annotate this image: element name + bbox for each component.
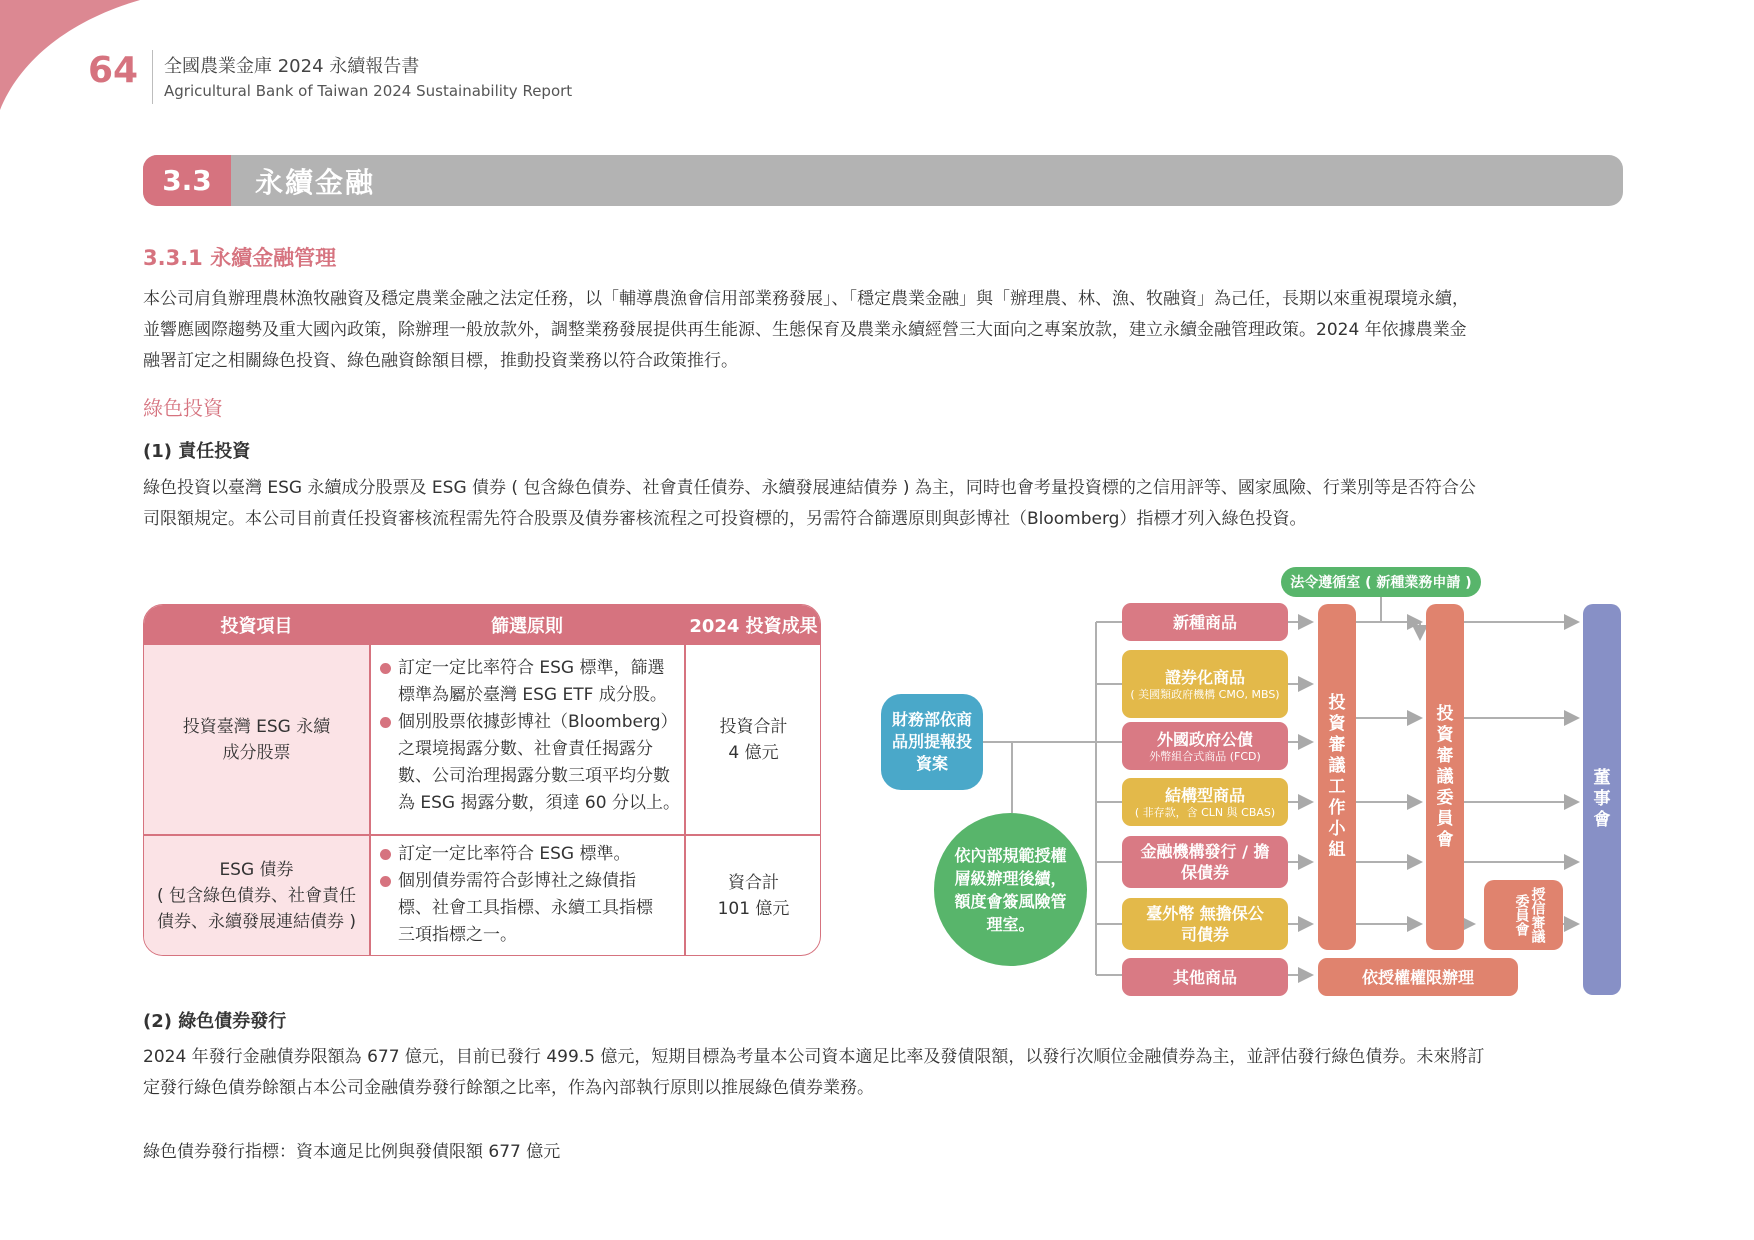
paragraph-line: 2024 年發行金融債券限額為 677 億元，目前已發行 499.5 億元，短期目標為考量本公司資本適足比率及發債限額，以發行次順位金融債券為主，並評估發行綠色債券。未來將訂 bbox=[143, 1047, 1485, 1067]
criteria-bullet: 個別債券需符合彭博社之綠債指 標、社會工具指標、永續工具指標 三項指標之一。 bbox=[380, 868, 680, 949]
intro-line: 本公司肩負辦理農林漁牧融資及穩定農業金融之法定任務，以「輔導農漁會信用部業務發展」、「穩定農業金融」與「辦理農、林、漁、牧融資」為己任，長期以來重視環境永續， bbox=[143, 289, 1469, 309]
board-node: 董事會 bbox=[1583, 604, 1621, 995]
product-securitized-node: 證券化商品 ( 美國類政府機構 CMO, MBS) bbox=[1122, 650, 1288, 718]
product-corporate-bond-node: 臺外幣 無擔保公司債券 bbox=[1122, 898, 1288, 950]
paragraph-line: 綠色投資以臺灣 ESG 永續成分股票及 ESG 債券 ( 包含綠色債券、社會責任債券、永續發展連結債券 ) 為主，同時也會考量投資標的之信用評等、國家風險、行業別等是否符合公 bbox=[143, 478, 1476, 498]
cell-line: ESG 債券 bbox=[219, 860, 294, 880]
green-bond-paragraph bbox=[143, 1042, 1623, 1104]
product-fi-bond-node: 金融機構發行 / 擔保債券 bbox=[1122, 836, 1288, 888]
internal-rule-node: 依內部規範授權層級辦理後續，額度會簽風險管理室。 bbox=[934, 813, 1087, 966]
cell-line: 成分股票 bbox=[222, 742, 291, 763]
review-committee-node: 投資審議委員會 bbox=[1426, 604, 1464, 950]
intro-line: 融署訂定之相關綠色投資、綠色融資餘額目標，推動投資業務以符合政策推行。 bbox=[143, 351, 738, 371]
paragraph-line: 司限額規定。本公司目前責任投資審核流程需先符合股票及債券審核流程之可投資標的，另需符合篩選原則與彭博社（Bloomberg）指標才列入綠色投資。 bbox=[143, 509, 1307, 529]
product-new-node: 新種商品 bbox=[1122, 603, 1288, 641]
credit-committee-node: 授信審議委員會 bbox=[1484, 880, 1563, 950]
product-structured-node: 結構型商品 ( 非存款，含 CLN 與 CBAS) bbox=[1122, 778, 1288, 826]
section-number: 3.3 bbox=[143, 155, 231, 206]
report-title-en: Agricultural Bank of Taiwan 2024 Sustainability Report bbox=[164, 82, 573, 100]
report-title-zh: 全國農業金庫 2024 永續報告書 bbox=[164, 56, 420, 77]
paragraph-line: 定發行綠色債券餘額占本公司金融債券發行餘額之比率，作為內部執行原則以推展綠色債券業務。 bbox=[143, 1078, 874, 1098]
product-other-node: 其他商品 bbox=[1122, 958, 1288, 996]
cell-line: 投資臺灣 ESG 永續 bbox=[182, 716, 331, 737]
cell-line: 101 億元 bbox=[717, 899, 790, 919]
review-group-node: 投資審議工作小組 bbox=[1318, 604, 1356, 950]
cell-line: ( 包含綠色債券、社會責任 bbox=[156, 886, 357, 906]
criteria-bullet: 個別股票依據彭博社（Bloomberg） 之環境揭露分數、社會責任揭露分 數、公司治理揭露分數三項平均分數 為 ESG 揭露分數，須達 60 分以上。 bbox=[380, 709, 680, 817]
table-header-result: 2024 投資成果 bbox=[685, 605, 821, 645]
product-govt-bond-node: 外國政府公債 外幣組合式商品 (FCD) bbox=[1122, 722, 1288, 770]
finance-department-node: 財務部依商品別提報投資案 bbox=[881, 694, 983, 790]
cell-line: 投資合計 bbox=[719, 716, 788, 737]
subsection-heading: 3.3.1 永續金融管理 bbox=[143, 246, 337, 270]
cell-line: 債券、永續發展連結債券 ) bbox=[156, 912, 357, 932]
criteria-bullet: 訂定一定比率符合 ESG 標準，篩選 標準為屬於臺灣 ESG ETF 成分股。 bbox=[380, 655, 680, 709]
legal-compliance-office: 法令遵循室 ( 新種業務申請 ) bbox=[1281, 567, 1481, 597]
section-title: 永續金融 bbox=[255, 165, 376, 199]
authority-node: 依授權權限辦理 bbox=[1318, 958, 1518, 996]
cell-line: 資合計 bbox=[728, 873, 779, 893]
table-header-criteria: 篩選原則 bbox=[370, 605, 684, 645]
intro-line: 並響應國際趨勢及重大國內政策，除辦理一般放款外，調整業務發展提供再生能源、生態保育及農業永續經營三大面向之專案放款，建立永續金融管理政策。2024 年依據農業金 bbox=[143, 320, 1467, 340]
green-investment-heading: 綠色投資 bbox=[143, 396, 223, 420]
green-bond-indicator: 綠色債券發行指標：資本適足比例與發債限額 677 億元 bbox=[143, 1142, 561, 1162]
green-bond-heading: (2) 綠色債券發行 bbox=[143, 1011, 287, 1032]
criteria-bullet: 訂定一定比率符合 ESG 標準。 bbox=[380, 841, 680, 868]
cell-line: 4 億元 bbox=[728, 742, 779, 763]
page-number: 64 bbox=[88, 50, 139, 91]
responsible-investment-heading: (1) 責任投資 bbox=[143, 441, 251, 462]
table-header-item: 投資項目 bbox=[144, 605, 369, 645]
